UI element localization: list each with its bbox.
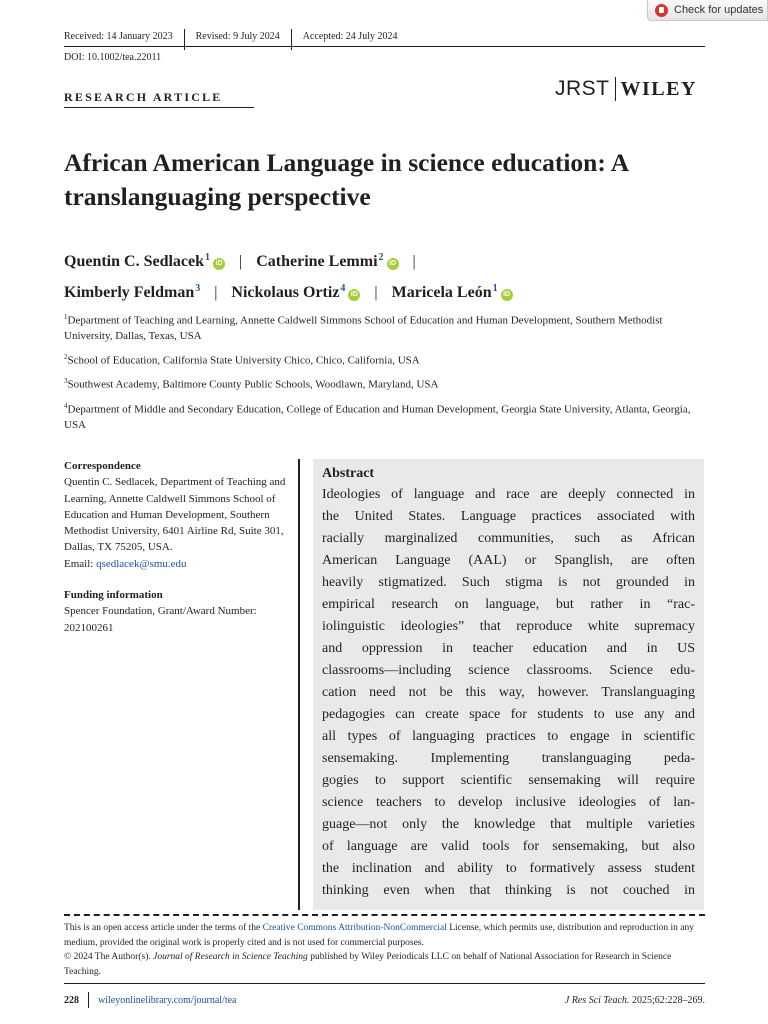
abstract-box [313, 459, 704, 910]
copyright-text: published by Wiley Periodicals LLC on behalf of National Association for Research in Science Teaching. [64, 952, 672, 977]
abstract-line: iolinguistic ideologies” that reproduce white supremacy [322, 619, 695, 634]
article-type-underline [64, 107, 254, 108]
abstract-line: of language are valid tools for sensemaking, but also [322, 839, 695, 854]
affiliations [64, 310, 704, 439]
received-date: Received: 14 January 2023 [64, 31, 173, 42]
author-affiliation-ref[interactable]: 1 [492, 283, 498, 294]
article-type: RESEARCH ARTICLE [64, 90, 223, 104]
header-rule [64, 46, 705, 47]
license-text: License, which permits use, distribution and reproduction in any medium, provided the original work is properly cited and is not used for commercial purposes. [64, 923, 695, 948]
author[interactable] [231, 284, 360, 301]
author-affiliation-ref[interactable]: 3 [195, 283, 201, 294]
email-label: Email: [64, 557, 97, 570]
author-name: Catherine Lemmi [256, 253, 378, 270]
abstract-line: thinking even when that thinking is not couched in [322, 883, 695, 898]
affiliation [64, 399, 704, 433]
check-for-updates-button[interactable] [647, 0, 768, 21]
author-separator: | [374, 284, 378, 301]
journal-url-link[interactable]: wileyonlinelibrary.com/journal/tea [98, 994, 237, 1006]
correspondence-email-line [64, 556, 289, 572]
abstract-line: cation need not be this way, however. Translanguaging [322, 685, 695, 700]
correspondence-text: Quentin C. Sedlacek, Department of Teaching and Learning, Annette Caldwell Simmons School of Education and Human Development, Southern Methodist University, 6401 Airline Rd, Suite 301, Dallas, TX 75205, USA. [64, 476, 286, 554]
page-number: 228 [64, 994, 79, 1006]
author-name: Kimberly Feldman [64, 284, 195, 301]
accepted-date: Accepted: 24 July 2024 [302, 31, 398, 42]
author[interactable] [64, 284, 200, 301]
citation [565, 995, 705, 1006]
affiliation-number: 3 [64, 377, 68, 386]
footer-divider [88, 992, 89, 1008]
abstract-line: American Language (AAL) or Spanglish, are often [322, 553, 695, 568]
email-link[interactable]: qsedlacek@smu.edu [96, 557, 187, 570]
author-list [64, 244, 724, 306]
author-separator: | [239, 253, 243, 270]
abstract-line: heavily stigmatized. Such stigma is not grounded in [322, 575, 695, 590]
author-affiliation-ref[interactable]: 2 [378, 252, 384, 263]
author-name: Quentin C. Sedlacek [64, 253, 205, 270]
abstract-line: racially marginalized communities, such as African [322, 531, 695, 546]
author-name: Nickolaus Ortiz [231, 284, 340, 301]
page-footer [64, 992, 705, 1008]
affiliation-text: Department of Middle and Secondary Education, College of Education and Human Development, Georgia State University, Atlanta, Georgia, USA [64, 403, 691, 431]
affiliation-text: Department of Teaching and Learning, Annette Caldwell Simmons School of Education and Human Development, Southern Methodist University, Dallas, Texas, USA [64, 314, 663, 342]
journal-name: Journal of Research in Science Teaching [153, 952, 308, 962]
abstract-line: science teachers to develop inclusive ideologies of lan- [322, 795, 695, 810]
affiliation [64, 374, 704, 393]
correspondence-heading: Correspondence [64, 460, 141, 472]
revised-date: Revised: 9 July 2024 [195, 31, 280, 42]
author-affiliation-ref[interactable]: 1 [205, 252, 211, 263]
author-name: Maricela León [391, 284, 492, 301]
abstract-heading: Abstract [322, 466, 375, 481]
citation-journal: J Res Sci Teach. [564, 994, 630, 1006]
check-for-updates-label: Check for updates [674, 4, 764, 16]
publisher-logo-text: WILEY [620, 77, 697, 100]
abstract-line: pedagogies can create space for students to use any and [322, 707, 695, 722]
doi[interactable]: DOI: 10.1002/tea.22011 [64, 52, 162, 63]
journal-logo [555, 77, 697, 101]
affiliation-text: School of Education, California State University Chico, Chico, California, USA [67, 354, 420, 367]
license-notice [64, 921, 705, 979]
abstract-text [322, 484, 695, 902]
orcid-icon[interactable]: iD [501, 289, 513, 301]
abstract-line: sensemaking. Implementing translanguaging peda- [322, 751, 695, 766]
column-divider [298, 459, 300, 910]
article-title: African American Language in science education: A translanguaging perspective [64, 148, 628, 211]
funding-text: Spencer Foundation, Grant/Award Number: 202100261 [64, 605, 257, 634]
abstract-line: all types of languaging practices to engage in scientific [322, 729, 695, 744]
license-link[interactable]: Creative Commons Attribution-NonCommercial [262, 923, 447, 933]
funding-heading: Funding information [64, 589, 163, 602]
copyright-text: © 2024 The Author(s). [64, 952, 154, 962]
affiliation-text: Southwest Academy, Baltimore County Public Schools, Woodlawn, Maryland, USA [67, 378, 439, 391]
license-text: This is an open access article under the terms of the [64, 923, 263, 933]
abstract-line: and oppression in teacher education and in US [322, 641, 695, 656]
abstract-line: classrooms—including science classrooms. Science edu- [322, 663, 695, 678]
orcid-icon[interactable]: iD [348, 289, 360, 301]
affiliation-number: 2 [64, 352, 68, 361]
license-separator [64, 914, 705, 916]
abstract-line: the United States. Language practices associated with [322, 509, 695, 524]
author-affiliation-ref[interactable]: 4 [340, 283, 346, 294]
author-separator: | [412, 253, 416, 270]
abstract-line: guage—not only the knowledge that multiple varieties [322, 817, 695, 832]
logo-divider [615, 77, 616, 101]
crossmark-icon [655, 4, 668, 17]
orcid-icon[interactable]: iD [213, 258, 225, 270]
author[interactable] [256, 253, 398, 270]
footer-rule [64, 983, 705, 984]
orcid-icon[interactable]: iD [387, 258, 399, 270]
affiliation-number: 1 [64, 313, 68, 321]
correspondence-sidebar [64, 458, 289, 636]
journal-logo-text: JRST [555, 77, 610, 100]
affiliation-number: 4 [64, 401, 68, 410]
abstract-line: gogies to support scientific sensemaking will require [322, 773, 695, 788]
author[interactable] [64, 253, 225, 270]
affiliation [64, 350, 704, 369]
abstract-line: Ideologies of language and race are deeply connected in [322, 487, 695, 502]
author[interactable] [392, 284, 513, 301]
author-separator: | [214, 284, 218, 301]
abstract-line: empirical research on language, but rather in “rac- [322, 597, 695, 612]
abstract-line: the inclination and ability to formatively assess student [322, 861, 695, 876]
affiliation [64, 310, 704, 344]
citation-ref: 2025;62:228–269. [629, 994, 705, 1006]
